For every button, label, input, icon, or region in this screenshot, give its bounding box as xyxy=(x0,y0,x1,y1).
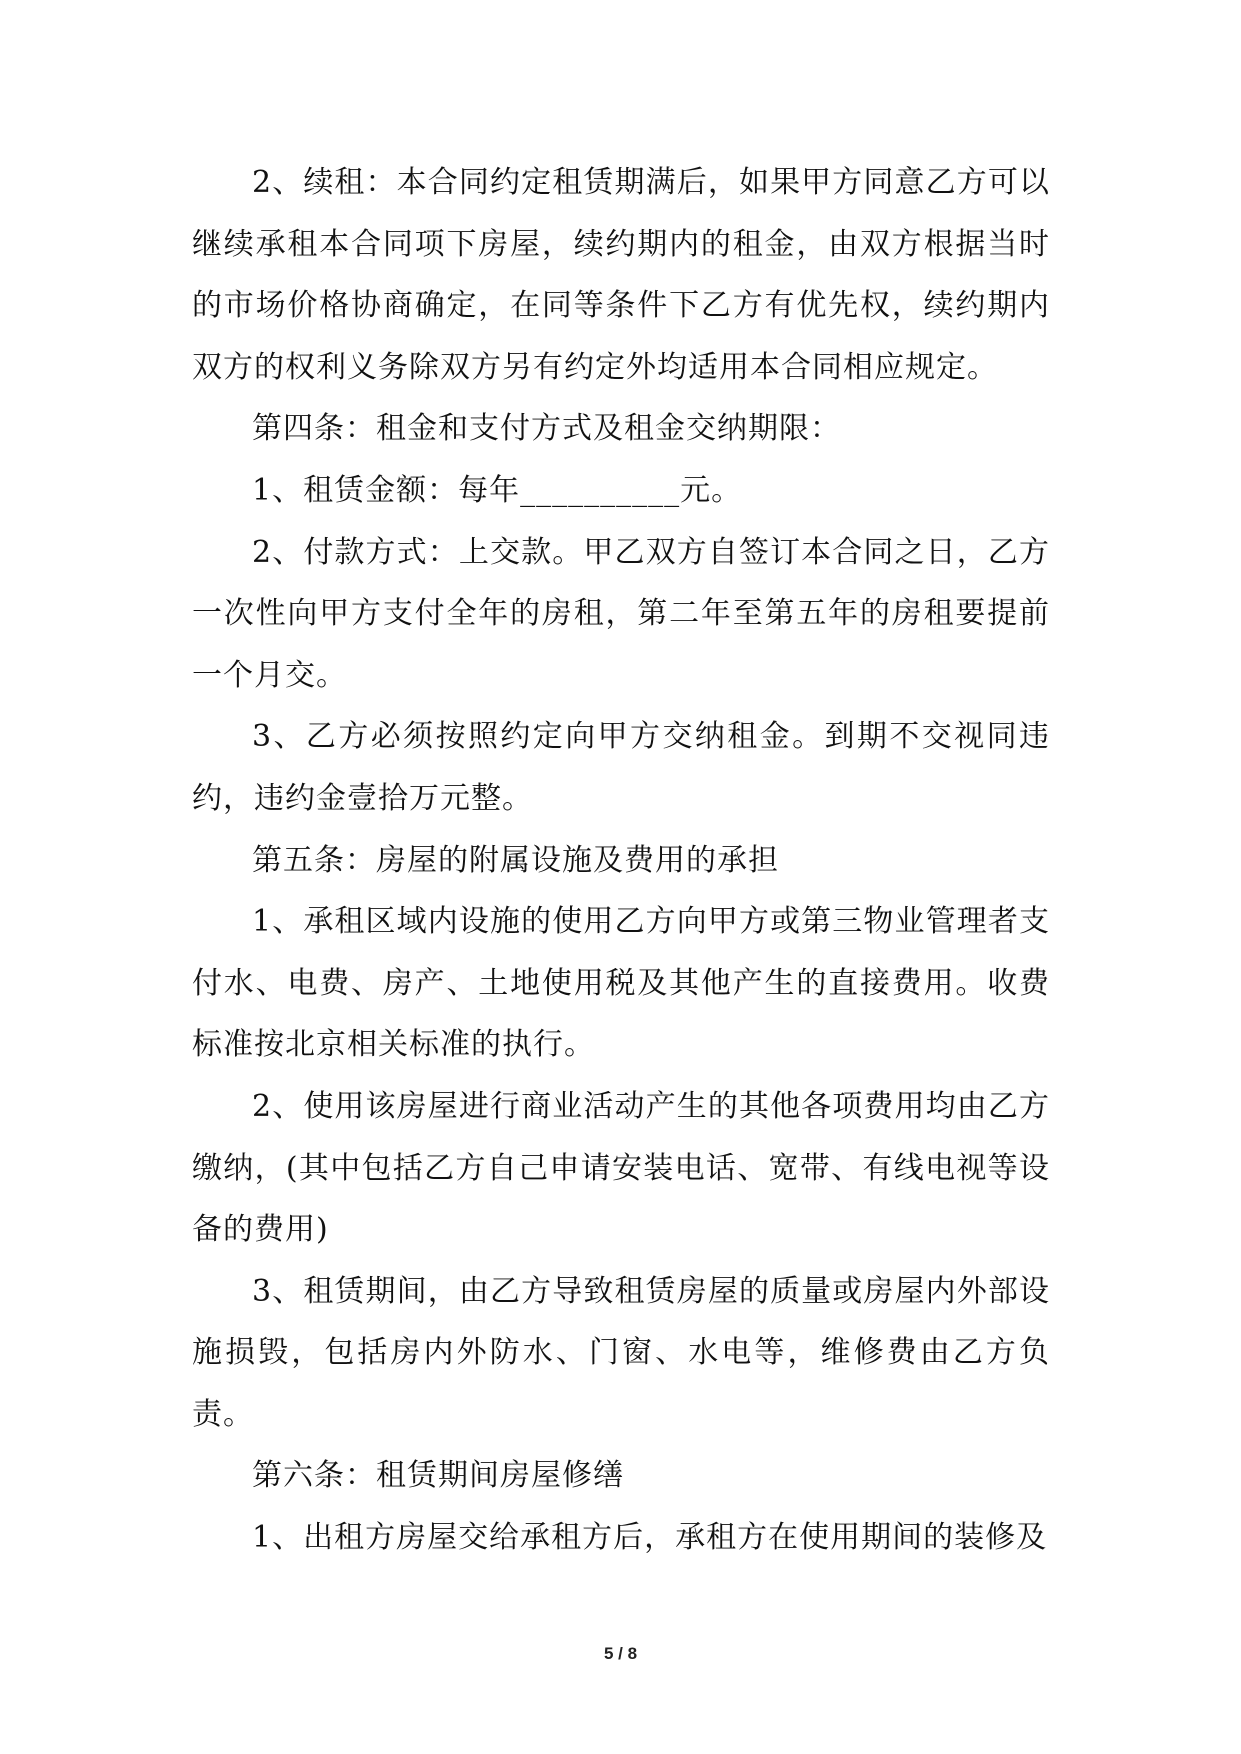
paragraph-rent-amount: 1、租赁金额：每年__________元。 xyxy=(252,472,743,508)
page-number: 5 / 8 xyxy=(603,1644,638,1663)
paragraph-renewal: 2、续租：本合同约定租赁期满后，如果甲方同意乙方可以继续承租本合同项下房屋，续约期内的租金，由双方根据当时的市场价格协商确定，在同等条件下乙方有优先权，续约期内双方的权利义务除双方另有约定外均适用本合同相应规定。 xyxy=(192,165,1050,385)
heading-article-6: 第六条：租赁期间房屋修缮 xyxy=(252,1458,624,1494)
paragraph-payment-obligation: 3、乙方必须按照约定向甲方交纳租金。到期不交视同违约，违约金壹拾万元整。 xyxy=(192,719,1050,816)
paragraph-payment-method: 2、付款方式：上交款。甲乙双方自签订本合同之日，乙方一次性向甲方支付全年的房租，第二年至第五年的房租要提前一个月交。 xyxy=(192,534,1050,693)
paragraph-handover: 1、出租方房屋交给承租方后，承租方在使用期间的装修及 xyxy=(252,1520,1048,1556)
heading-article-4: 第四条：租金和支付方式及租金交纳期限： xyxy=(252,411,841,447)
paragraph-facility-fees: 1、承租区域内设施的使用乙方向甲方或第三物业管理者支付水、电费、房产、土地使用税及其他产生的直接费用。收费标准按北京相关标准的执行。 xyxy=(192,904,1050,1063)
heading-article-5: 第五条：房屋的附属设施及费用的承担 xyxy=(252,842,779,878)
paragraph-business-fees: 2、使用该房屋进行商业活动产生的其他各项费用均由乙方缴纳，(其中包括乙方自己申请安装电话、宽带、有线电视等设备的费用) xyxy=(192,1088,1050,1248)
paragraph-repair-liability: 3、租赁期间，由乙方导致租赁房屋的质量或房屋内外部设施损毁，包括房内外防水、门窗、水电等，维修费由乙方负责。 xyxy=(192,1273,1050,1432)
document-body xyxy=(192,152,1050,1569)
